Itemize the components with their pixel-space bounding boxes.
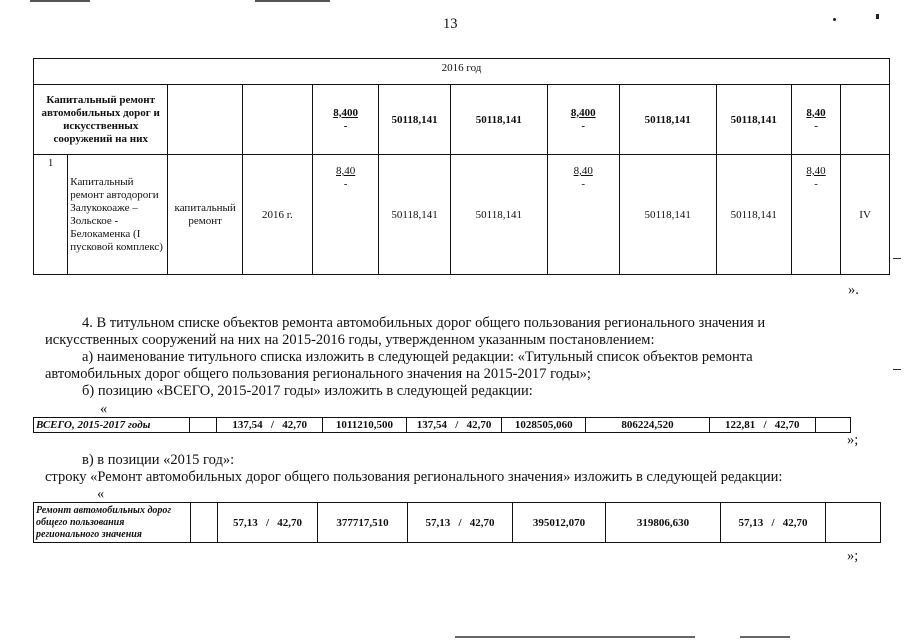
paragraph-4-line2: искусственных сооружений на них на 2015-2016 годы, утвержденном указанным постановлением: [45, 332, 655, 348]
item-row-category: IV [841, 155, 890, 275]
repair-row-category [826, 503, 881, 543]
summary-row-year [242, 85, 312, 155]
repair-row-length: 57,13 / 42,70 [218, 503, 318, 543]
item-row-length3: $\frac{8,40}{-}$ [791, 155, 840, 275]
summary-row-type [168, 85, 242, 155]
repair-row-cost3: 319806,630 [606, 503, 721, 543]
summary-row-name: Капитальный ремонт автомобильных дорог и искусственных сооружений на них [34, 85, 168, 155]
repair-row-length2: 57,13 / 42,70 [408, 503, 513, 543]
table2-closing-quote: »; [847, 432, 859, 448]
item-row-cost: 50118,141 [379, 155, 451, 275]
repair-row-table [33, 502, 881, 543]
paragraph-a-line2: автомобильных дорог общего пользования регионального значения на 2015-2017 годы»; [45, 366, 591, 382]
total-row-cost: 1011210,500 [323, 418, 407, 433]
item-row-year: 2016 г. [242, 155, 312, 275]
repair-row-cost: 377717,510 [318, 503, 408, 543]
total-row-cost2: 1028505,060 [502, 418, 586, 433]
item-row-type: капитальный ремонт [168, 155, 242, 275]
total-row-category [815, 418, 850, 433]
scan-artifact-bottom [455, 636, 695, 638]
item-row-name: Капитальный ремонт автодороги Залукокоаже – Зольское - Белокаменка (I пусковой комплекс) [68, 155, 168, 275]
objects-table-2016 [33, 58, 890, 275]
item-row [34, 155, 890, 275]
summary-row-cost: 50118,141 [379, 85, 451, 155]
repair-row-label: Ремонт автомобильных дорог общего пользования регионального значения [34, 503, 191, 543]
summary-row [34, 85, 890, 155]
scan-mark [893, 369, 901, 370]
item-row-cost2: 50118,141 [450, 155, 547, 275]
item-row-length: $\frac{8,40}{-}$ [312, 155, 378, 275]
scan-artifact-top [30, 0, 90, 2]
paragraph-b: б) позицию «ВСЕГО, 2015-2017 годы» изложить в следующей редакции: [82, 383, 533, 399]
total-row-empty [190, 418, 217, 433]
table1-closing-quote: ». [848, 282, 859, 298]
total-row-label: ВСЕГО, 2015-2017 годы [34, 418, 190, 433]
year-header: 2016 год [34, 59, 890, 85]
summary-row-length2: $\frac{8,400}{-}$ [547, 85, 619, 155]
total-row-table [33, 417, 851, 433]
scan-artifact-bottom [740, 636, 790, 638]
paragraph-4-line1: 4. В титульном списке объектов ремонта автомобильных дорог общего пользования регионального значения и [82, 315, 766, 331]
repair-row-empty [191, 503, 218, 543]
repair-row-length3: 57,13 / 42,70 [721, 503, 826, 543]
summary-row-length: $\frac{8,400}{-}$ [312, 85, 378, 155]
open-quote-2: « [97, 486, 105, 502]
page-number: 13 [443, 16, 458, 32]
scan-mark [876, 14, 879, 19]
open-quote-1: « [100, 401, 108, 417]
total-row-length3: 122,81 / 42,70 [709, 418, 815, 433]
total-row-length: 137,54 / 42,70 [217, 418, 323, 433]
paragraph-a-line1: а) наименование титульного списка изложить в следующей редакции: «Титульный список объектов ремонта [82, 349, 753, 365]
paragraph-v: в) в позиции «2015 год»: [82, 452, 235, 468]
scan-mark [893, 258, 901, 259]
repair-row-cost2: 395012,070 [513, 503, 606, 543]
total-row-cost3: 806224,520 [586, 418, 710, 433]
scan-mark [833, 18, 836, 21]
summary-row-cost4: 50118,141 [716, 85, 791, 155]
item-row-cost3: 50118,141 [619, 155, 716, 275]
paragraph-v2: строку «Ремонт автомобильных дорог общего пользования регионального значения» изложить в следующей редакции: [45, 469, 783, 485]
item-row-number: 1 [34, 155, 68, 275]
summary-row-cost2: 50118,141 [450, 85, 547, 155]
summary-row-cost3: 50118,141 [619, 85, 716, 155]
item-row-cost4: 50118,141 [716, 155, 791, 275]
table3-closing-quote: »; [847, 548, 859, 564]
summary-row-length3: $\frac{8,40}{-}$ [791, 85, 840, 155]
scan-artifact-top [255, 0, 330, 2]
total-row-length2: 137,54 / 42,70 [406, 418, 502, 433]
item-row-length2: $\frac{8,40}{-}$ [547, 155, 619, 275]
summary-row-category [841, 85, 890, 155]
